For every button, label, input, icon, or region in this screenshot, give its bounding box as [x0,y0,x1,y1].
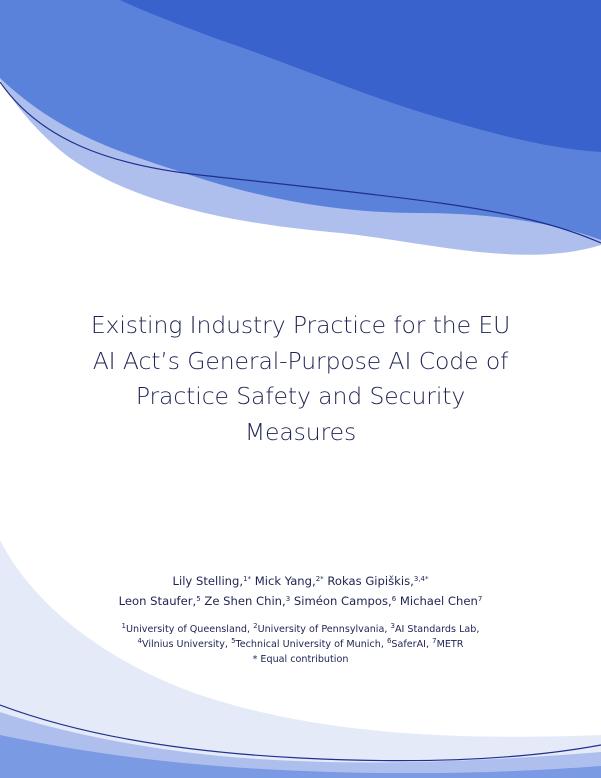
affiliation-mark: 5 [231,637,236,645]
author-affiliation-mark: 7 [477,594,483,603]
author-list [0,572,601,611]
paper-title [0,308,601,450]
affiliation-mark: 3 [390,622,395,630]
author-name: Ze Shen Chin, [204,593,286,608]
title-line: Existing Industry Practice for the EU [90,311,511,339]
author-affiliation-mark: 1* [243,575,252,583]
author-name: Lily Stelling, [172,574,244,588]
author-name: Michael Chen [399,593,478,608]
affiliation-line [0,637,601,652]
affiliation-name: Vilnius University, [141,639,228,650]
affiliation-mark: 1 [121,622,127,630]
author-name: Siméon Campos, [293,593,392,608]
affiliation-line [0,622,601,637]
affiliation-name: AI Standards Lab, [394,624,480,635]
author-affiliation-mark: 5 [196,594,201,603]
affiliation-name: METR [436,639,464,650]
author-affiliation-mark: 6 [391,594,397,603]
affiliation-mark: 2 [253,622,258,630]
equal-contribution-note: * Equal contribution [252,654,349,665]
author-name: Rokas Gipiškis, [327,574,414,588]
title-line: Measures [244,417,357,446]
affiliation-mark: 6 [386,637,392,645]
affiliation-list [0,622,601,667]
affiliation-name: Technical University of Munich, [235,639,384,650]
author-affiliation-mark: 3,4* [413,575,429,583]
affiliation-name: University of Queensland, [126,624,251,635]
affiliation-mark: 4 [137,637,142,645]
author-affiliation-mark: 2* [315,575,324,583]
title-line: AI Act’s General-Purpose AI Code of [92,346,509,375]
affiliation-mark: 7 [432,637,437,645]
author-name: Mick Yang, [254,574,316,588]
author-line [0,592,601,612]
title-line: Practice Safety and Security [135,382,466,410]
author-line [0,572,601,592]
affiliation-name: University of Pennsylvania, [257,624,388,635]
affiliation-name: SaferAI, [391,639,430,650]
author-affiliation-mark: 3 [285,594,291,603]
author-name: Leon Staufer, [118,593,197,608]
